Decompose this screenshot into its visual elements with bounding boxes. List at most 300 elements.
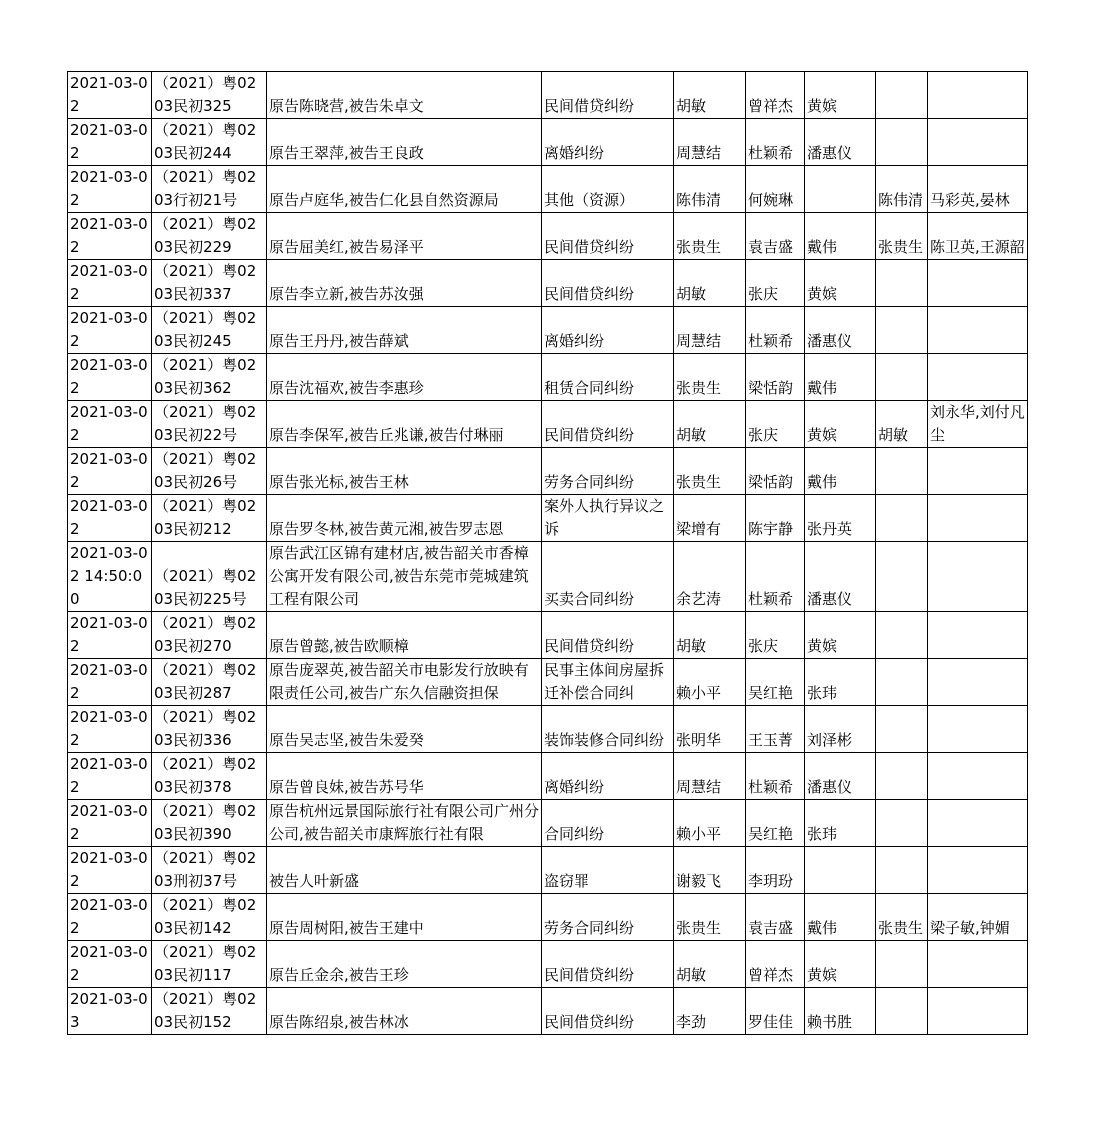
parties-cell	[267, 119, 542, 166]
clerk-text: 张庆	[748, 285, 779, 303]
date-text: 2021-03-02	[70, 708, 148, 749]
clerk-text: 陈宇静	[748, 520, 794, 538]
date-cell	[68, 988, 152, 1035]
date-cell	[68, 354, 152, 401]
date-text: 2021-03-02	[70, 896, 148, 937]
parties-text: 原告罗冬林,被告黄元湘,被告罗志恩	[269, 520, 504, 538]
cause-text: 离婚纠纷	[544, 332, 605, 350]
cause-text: 民事主体间房屋拆迁补偿合同纠	[544, 661, 665, 702]
juror-cell	[928, 260, 1028, 307]
cause-text: 民间借贷纠纷	[544, 1013, 635, 1031]
judge-text: 梁增有	[676, 520, 722, 538]
clerk-text: 杜颖希	[748, 332, 794, 350]
assistant-text: 刘泽彬	[807, 731, 853, 749]
assistant-cell	[805, 72, 876, 119]
clerk-cell	[746, 612, 805, 659]
case-number-text: （2021）粤0203民初362	[154, 356, 257, 397]
assistant-cell	[805, 354, 876, 401]
juror-cell	[928, 706, 1028, 753]
assistant-text: 张丹英	[807, 520, 853, 538]
judge-text: 李劲	[676, 1013, 707, 1031]
judge-text: 张贵生	[676, 473, 722, 491]
judge-text: 余艺涛	[676, 590, 722, 608]
assistant-text: 戴伟	[807, 238, 838, 256]
presiding-cell	[876, 119, 928, 166]
parties-cell	[267, 401, 542, 448]
assistant-cell	[805, 706, 876, 753]
assistant-text: 张玮	[807, 684, 838, 702]
case-number-text: （2021）粤0203民初287	[154, 661, 257, 702]
case-number-cell	[152, 260, 267, 307]
cause-text: 其他（资源）	[544, 191, 635, 209]
assistant-cell	[805, 800, 876, 847]
assistant-text: 潘惠仪	[807, 778, 853, 796]
case-number-text: （2021）粤0203民初378	[154, 755, 257, 796]
case-number-text: （2021）粤0203刑初37号	[154, 849, 257, 890]
presiding-text: 张贵生	[878, 238, 924, 256]
assistant-text: 戴伟	[807, 473, 838, 491]
judge-cell	[674, 941, 746, 988]
judge-text: 周慧结	[676, 144, 722, 162]
date-text: 2021-03-02	[70, 121, 148, 162]
clerk-text: 袁吉盛	[748, 919, 794, 937]
table-row	[68, 354, 1028, 401]
parties-text: 原告李立新,被告苏汝强	[269, 285, 424, 303]
juror-cell	[928, 753, 1028, 800]
cause-text: 民间借贷纠纷	[544, 637, 635, 655]
clerk-cell	[746, 72, 805, 119]
judge-cell	[674, 354, 746, 401]
judge-cell	[674, 307, 746, 354]
parties-text: 原告王翠萍,被告王良政	[269, 144, 424, 162]
juror-cell	[928, 307, 1028, 354]
clerk-text: 王玉菁	[748, 731, 794, 749]
cause-cell	[542, 72, 674, 119]
clerk-cell	[746, 894, 805, 941]
clerk-text: 袁吉盛	[748, 238, 794, 256]
parties-cell	[267, 753, 542, 800]
table-row	[68, 401, 1028, 448]
cause-cell	[542, 659, 674, 706]
date-cell	[68, 941, 152, 988]
date-text: 2021-03-02	[70, 943, 148, 984]
date-cell	[68, 495, 152, 542]
judge-cell	[674, 753, 746, 800]
table-row	[68, 847, 1028, 894]
judge-cell	[674, 706, 746, 753]
judge-cell	[674, 894, 746, 941]
judge-text: 张贵生	[676, 919, 722, 937]
clerk-cell	[746, 988, 805, 1035]
date-cell	[68, 706, 152, 753]
parties-cell	[267, 659, 542, 706]
clerk-cell	[746, 119, 805, 166]
assistant-cell	[805, 401, 876, 448]
clerk-text: 梁恬韵	[748, 473, 794, 491]
date-text: 2021-03-02	[70, 262, 148, 303]
case-number-text: （2021）粤0203民初270	[154, 614, 257, 655]
date-cell	[68, 659, 152, 706]
cause-cell	[542, 354, 674, 401]
cause-cell	[542, 495, 674, 542]
presiding-cell	[876, 260, 928, 307]
case-number-text: （2021）粤0203行初21号	[154, 168, 257, 209]
case-number-text: （2021）粤0203民初390	[154, 802, 257, 843]
judge-cell	[674, 612, 746, 659]
parties-text: 原告曾懿,被告欧顺樟	[269, 637, 409, 655]
cause-text: 买卖合同纠纷	[544, 590, 635, 608]
judge-text: 胡敏	[676, 285, 707, 303]
date-text: 2021-03-02	[70, 168, 148, 209]
clerk-text: 杜颖希	[748, 144, 794, 162]
date-cell	[68, 753, 152, 800]
parties-text: 被告人叶新盛	[269, 872, 360, 890]
assistant-text: 潘惠仪	[807, 144, 853, 162]
date-text: 2021-03-02	[70, 497, 148, 538]
parties-text: 原告庞翠英,被告韶关市电影发行放映有限责任公司,被告广东久信融资担保	[269, 661, 529, 702]
juror-cell	[928, 612, 1028, 659]
parties-text: 原告曾良妹,被告苏号华	[269, 778, 424, 796]
date-cell	[68, 401, 152, 448]
judge-cell	[674, 495, 746, 542]
judge-cell	[674, 988, 746, 1035]
assistant-cell	[805, 260, 876, 307]
cause-cell	[542, 894, 674, 941]
clerk-cell	[746, 213, 805, 260]
table-row	[68, 307, 1028, 354]
cause-text: 案外人执行异议之诉	[544, 497, 665, 538]
case-number-cell	[152, 706, 267, 753]
parties-cell	[267, 495, 542, 542]
date-cell	[68, 894, 152, 941]
date-cell	[68, 72, 152, 119]
presiding-text: 陈伟清	[878, 191, 924, 209]
table-row	[68, 894, 1028, 941]
parties-cell	[267, 847, 542, 894]
cause-cell	[542, 260, 674, 307]
parties-cell	[267, 941, 542, 988]
juror-cell	[928, 119, 1028, 166]
clerk-text: 罗佳佳	[748, 1013, 794, 1031]
cause-cell	[542, 166, 674, 213]
date-text: 2021-03-02	[70, 403, 148, 444]
clerk-cell	[746, 941, 805, 988]
date-cell	[68, 847, 152, 894]
clerk-cell	[746, 401, 805, 448]
presiding-cell	[876, 542, 928, 612]
judge-text: 周慧结	[676, 332, 722, 350]
cause-text: 劳务合同纠纷	[544, 919, 635, 937]
case-number-text: （2021）粤0203民初244	[154, 121, 257, 162]
clerk-cell	[746, 354, 805, 401]
cause-cell	[542, 307, 674, 354]
parties-cell	[267, 988, 542, 1035]
cause-cell	[542, 753, 674, 800]
judge-text: 胡敏	[676, 97, 707, 115]
judge-cell	[674, 260, 746, 307]
assistant-cell	[805, 542, 876, 612]
clerk-cell	[746, 166, 805, 213]
judge-cell	[674, 800, 746, 847]
clerk-text: 曾祥杰	[748, 966, 794, 984]
clerk-text: 吴红艳	[748, 684, 794, 702]
cause-text: 民间借贷纠纷	[544, 426, 635, 444]
judge-cell	[674, 448, 746, 495]
case-number-cell	[152, 166, 267, 213]
date-text: 2021-03-02	[70, 450, 148, 491]
table-row	[68, 800, 1028, 847]
date-text: 2021-03-02	[70, 755, 148, 796]
assistant-cell	[805, 847, 876, 894]
assistant-text: 张玮	[807, 825, 838, 843]
parties-text: 原告张光标,被告王林	[269, 473, 409, 491]
date-text: 2021-03-03	[70, 990, 148, 1031]
parties-text: 原告武江区锦有建材店,被告韶关市香樟公寓开发有限公司,被告东莞市莞城建筑工程有限公司	[269, 544, 529, 608]
juror-cell	[928, 542, 1028, 612]
judge-cell	[674, 542, 746, 612]
presiding-cell	[876, 401, 928, 448]
juror-cell	[928, 166, 1028, 213]
case-number-cell	[152, 307, 267, 354]
judge-text: 赖小平	[676, 684, 722, 702]
parties-cell	[267, 354, 542, 401]
judge-text: 陈伟清	[676, 191, 722, 209]
cause-text: 民间借贷纠纷	[544, 285, 635, 303]
parties-cell	[267, 542, 542, 612]
cause-cell	[542, 800, 674, 847]
clerk-cell	[746, 495, 805, 542]
assistant-cell	[805, 448, 876, 495]
judge-text: 周慧结	[676, 778, 722, 796]
case-number-cell	[152, 612, 267, 659]
juror-cell	[928, 448, 1028, 495]
presiding-cell	[876, 307, 928, 354]
cause-cell	[542, 213, 674, 260]
presiding-cell	[876, 495, 928, 542]
cause-cell	[542, 847, 674, 894]
juror-cell	[928, 354, 1028, 401]
cause-cell	[542, 612, 674, 659]
cause-text: 离婚纠纷	[544, 778, 605, 796]
table-row	[68, 941, 1028, 988]
assistant-text: 黄嫔	[807, 285, 838, 303]
parties-text: 原告卢庭华,被告仁化县自然资源局	[269, 191, 499, 209]
presiding-cell	[876, 166, 928, 213]
case-number-cell	[152, 800, 267, 847]
parties-cell	[267, 213, 542, 260]
judge-cell	[674, 401, 746, 448]
judge-cell	[674, 213, 746, 260]
cause-cell	[542, 988, 674, 1035]
juror-cell	[928, 72, 1028, 119]
date-cell	[68, 260, 152, 307]
table-row	[68, 495, 1028, 542]
clerk-text: 吴红艳	[748, 825, 794, 843]
parties-text: 原告周树阳,被告王建中	[269, 919, 424, 937]
assistant-text: 戴伟	[807, 379, 838, 397]
parties-cell	[267, 260, 542, 307]
clerk-cell	[746, 706, 805, 753]
assistant-text: 黄嫔	[807, 637, 838, 655]
judge-cell	[674, 166, 746, 213]
presiding-cell	[876, 894, 928, 941]
date-cell	[68, 119, 152, 166]
judge-text: 胡敏	[676, 966, 707, 984]
parties-cell	[267, 706, 542, 753]
case-number-cell	[152, 119, 267, 166]
judge-text: 张贵生	[676, 238, 722, 256]
parties-cell	[267, 72, 542, 119]
juror-cell	[928, 213, 1028, 260]
table-row	[68, 213, 1028, 260]
assistant-text: 黄嫔	[807, 97, 838, 115]
juror-cell	[928, 659, 1028, 706]
assistant-text: 潘惠仪	[807, 590, 853, 608]
assistant-cell	[805, 307, 876, 354]
parties-cell	[267, 894, 542, 941]
clerk-text: 李玥玢	[748, 872, 794, 890]
clerk-cell	[746, 659, 805, 706]
presiding-text: 胡敏	[878, 426, 909, 444]
clerk-cell	[746, 260, 805, 307]
date-cell	[68, 448, 152, 495]
case-number-cell	[152, 213, 267, 260]
case-number-cell	[152, 495, 267, 542]
judge-cell	[674, 659, 746, 706]
case-number-cell	[152, 354, 267, 401]
judge-cell	[674, 72, 746, 119]
parties-text: 原告王丹丹,被告薛斌	[269, 332, 409, 350]
date-text: 2021-03-02	[70, 215, 148, 256]
case-number-text: （2021）粤0203民初225号	[154, 567, 257, 608]
cause-text: 盗窃罪	[544, 872, 590, 890]
presiding-cell	[876, 753, 928, 800]
cause-cell	[542, 542, 674, 612]
date-text: 2021-03-02	[70, 661, 148, 702]
assistant-cell	[805, 988, 876, 1035]
presiding-text: 张贵生	[878, 919, 924, 937]
judge-cell	[674, 119, 746, 166]
case-number-cell	[152, 988, 267, 1035]
clerk-text: 杜颖希	[748, 778, 794, 796]
assistant-text: 赖书胜	[807, 1013, 853, 1031]
table-row	[68, 988, 1028, 1035]
case-number-cell	[152, 72, 267, 119]
clerk-text: 何婉琳	[748, 191, 794, 209]
cause-text: 民间借贷纠纷	[544, 238, 635, 256]
case-number-cell	[152, 894, 267, 941]
case-number-cell	[152, 401, 267, 448]
date-cell	[68, 542, 152, 612]
juror-cell	[928, 988, 1028, 1035]
judge-text: 赖小平	[676, 825, 722, 843]
case-number-text: （2021）粤0203民初337	[154, 262, 257, 303]
table-row	[68, 260, 1028, 307]
date-text: 2021-03-02	[70, 74, 148, 115]
judge-text: 张贵生	[676, 379, 722, 397]
table-row	[68, 72, 1028, 119]
case-number-text: （2021）粤0203民初22号	[154, 403, 257, 444]
clerk-cell	[746, 542, 805, 612]
parties-text: 原告沈福欢,被告李惠珍	[269, 379, 424, 397]
case-number-cell	[152, 659, 267, 706]
clerk-cell	[746, 753, 805, 800]
cause-text: 劳务合同纠纷	[544, 473, 635, 491]
cause-cell	[542, 401, 674, 448]
parties-cell	[267, 307, 542, 354]
date-text: 2021-03-02 14:50:00	[70, 544, 148, 608]
presiding-cell	[876, 354, 928, 401]
table-row	[68, 448, 1028, 495]
juror-cell	[928, 847, 1028, 894]
assistant-cell	[805, 119, 876, 166]
judge-text: 张明华	[676, 731, 722, 749]
parties-cell	[267, 800, 542, 847]
judge-text: 胡敏	[676, 426, 707, 444]
assistant-cell	[805, 659, 876, 706]
parties-cell	[267, 448, 542, 495]
parties-cell	[267, 612, 542, 659]
judge-text: 胡敏	[676, 637, 707, 655]
presiding-cell	[876, 941, 928, 988]
date-cell	[68, 612, 152, 659]
date-text: 2021-03-02	[70, 614, 148, 655]
cause-text: 民间借贷纠纷	[544, 97, 635, 115]
presiding-cell	[876, 448, 928, 495]
juror-cell	[928, 495, 1028, 542]
date-cell	[68, 213, 152, 260]
clerk-cell	[746, 307, 805, 354]
case-number-text: （2021）粤0203民初142	[154, 896, 257, 937]
assistant-cell	[805, 166, 876, 213]
juror-cell	[928, 401, 1028, 448]
juror-text: 陈卫英,王源韶	[930, 238, 1025, 256]
clerk-cell	[746, 448, 805, 495]
cause-cell	[542, 448, 674, 495]
clerk-cell	[746, 847, 805, 894]
case-number-text: （2021）粤0203民初117	[154, 943, 257, 984]
case-number-cell	[152, 941, 267, 988]
case-number-text: （2021）粤0203民初229	[154, 215, 257, 256]
assistant-text: 潘惠仪	[807, 332, 853, 350]
clerk-text: 曾祥杰	[748, 97, 794, 115]
case-number-cell	[152, 448, 267, 495]
table-row	[68, 612, 1028, 659]
juror-text: 梁子敏,钟媚	[930, 919, 1010, 937]
assistant-cell	[805, 941, 876, 988]
cause-cell	[542, 706, 674, 753]
case-number-text: （2021）粤0203民初325	[154, 74, 257, 115]
cause-text: 合同纠纷	[544, 825, 605, 843]
assistant-cell	[805, 894, 876, 941]
presiding-cell	[876, 706, 928, 753]
juror-text: 马彩英,晏林	[930, 191, 1010, 209]
cause-text: 租赁合同纠纷	[544, 379, 635, 397]
cause-cell	[542, 941, 674, 988]
cause-text: 离婚纠纷	[544, 144, 605, 162]
presiding-cell	[876, 988, 928, 1035]
parties-text: 原告丘金余,被告王珍	[269, 966, 409, 984]
date-text: 2021-03-02	[70, 356, 148, 397]
parties-text: 原告陈绍泉,被告林冰	[269, 1013, 409, 1031]
juror-cell	[928, 800, 1028, 847]
presiding-cell	[876, 612, 928, 659]
clerk-text: 张庆	[748, 426, 779, 444]
assistant-cell	[805, 213, 876, 260]
date-text: 2021-03-02	[70, 849, 148, 890]
assistant-cell	[805, 753, 876, 800]
judge-cell	[674, 847, 746, 894]
